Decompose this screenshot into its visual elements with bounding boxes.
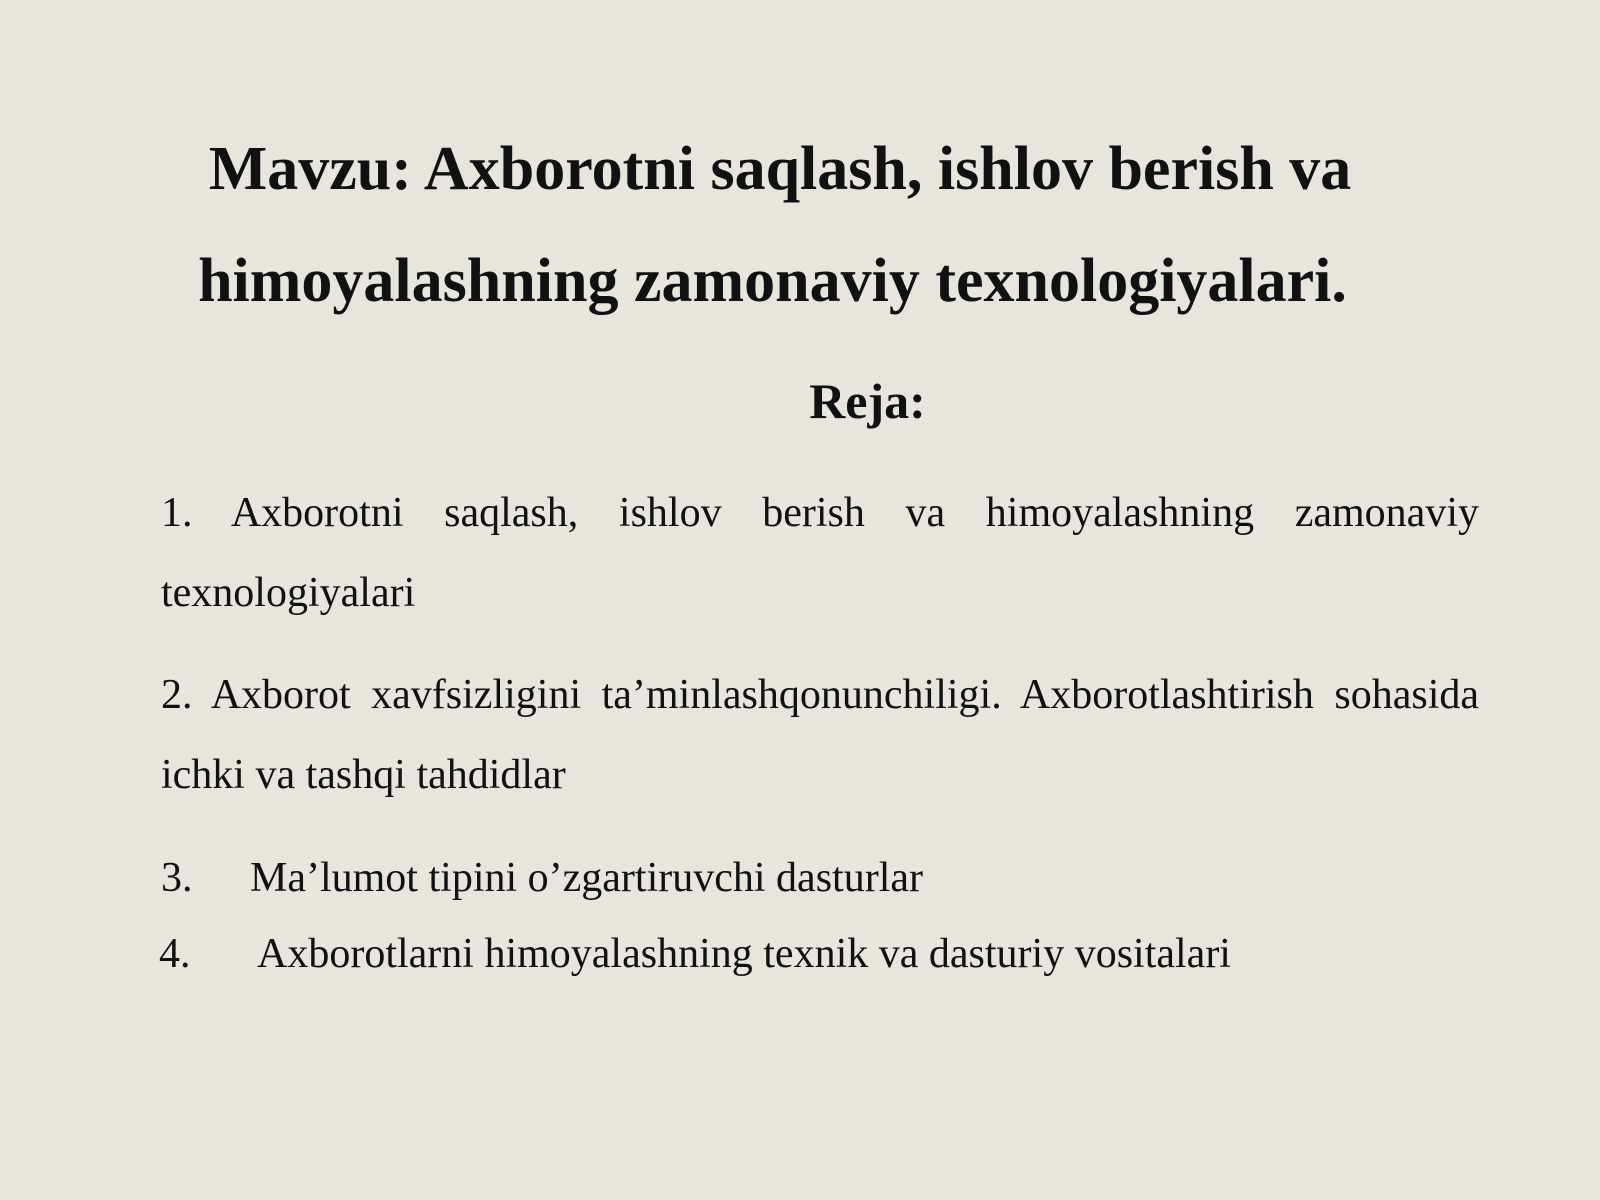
title-line-1: Mavzu: Axborotni saqlash, ishlov berish va <box>208 135 1352 203</box>
plan-item-1-number: 1. <box>161 490 193 536</box>
plan-item-3-number: 3. <box>161 855 193 901</box>
plan-item-1-text: Axborotni saqlash, ishlov berish va himoyalashning zamonaviy texnologiyalari <box>161 490 1479 616</box>
plan-item-4-text: Axborotlarni himoyalashning texnik va dasturiy vositalari <box>257 931 1231 977</box>
plan-item-3-text: Ma’lumot tipini o’zgartiruvchi dasturlar <box>250 855 923 901</box>
plan-item-4-number: 4. <box>159 931 191 977</box>
plan-item-2-text: Axborot xavfsizligini ta’minlashqonunchiligi. Axborotlashtirish sohasida ichki va tashqi tahdidlar <box>161 672 1480 798</box>
plan-item-2-number: 2. <box>161 672 193 718</box>
plan-item-2 <box>161 655 1479 815</box>
title-line-2: himoyalashning zamonaviy texnologiyalari. <box>198 247 1347 315</box>
plan-heading: Reja: <box>809 373 926 429</box>
plan-item-1 <box>161 473 1479 633</box>
